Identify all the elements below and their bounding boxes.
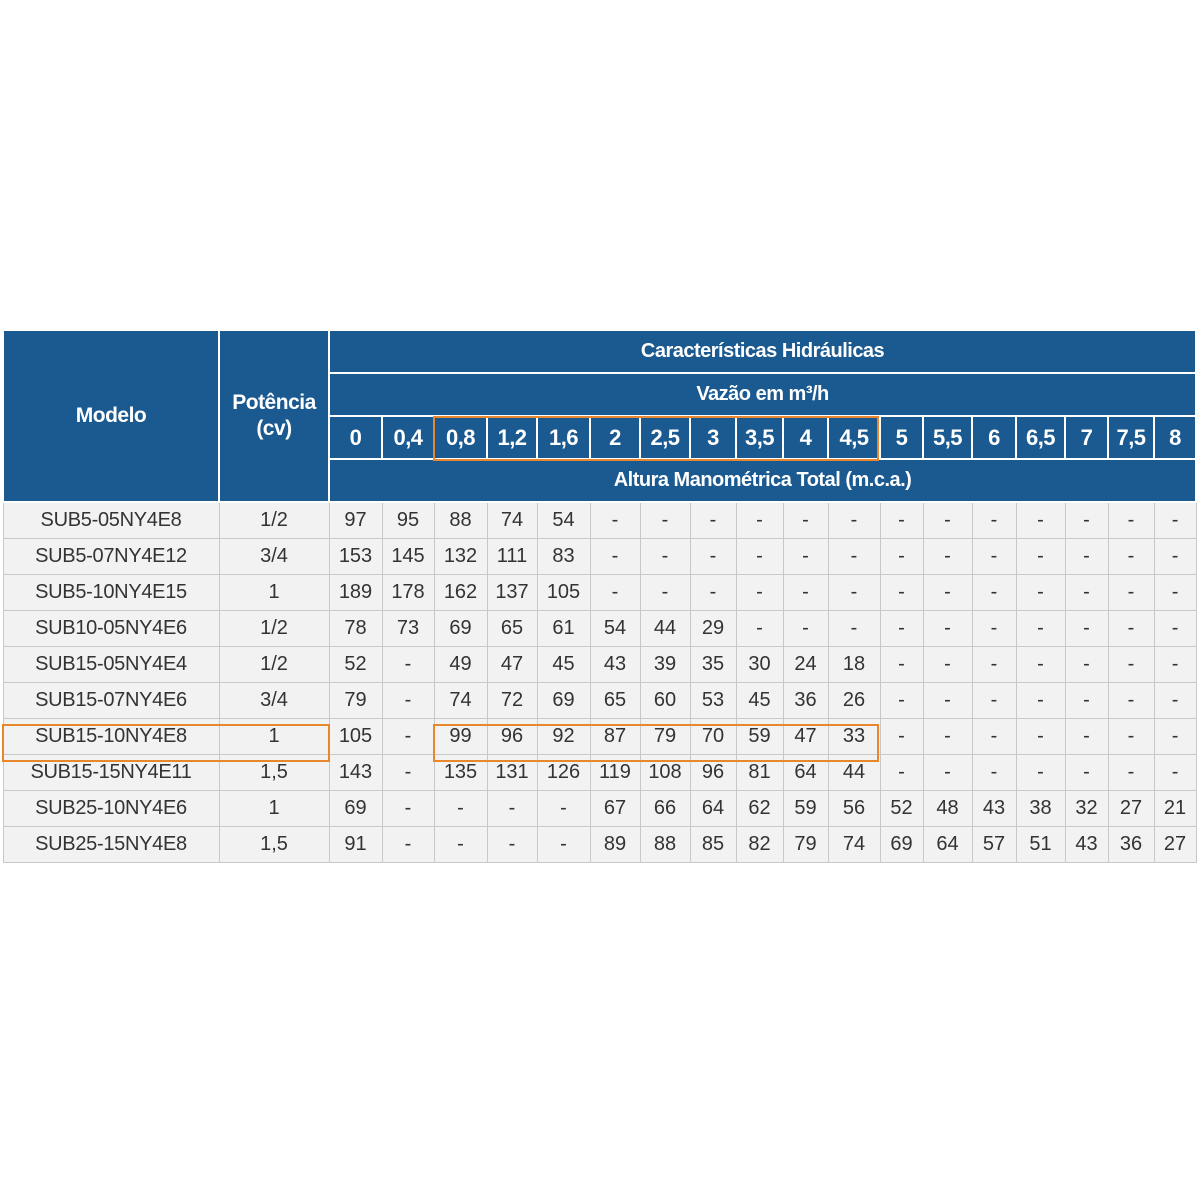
flow-value-header: 0,8	[434, 416, 487, 459]
head-value-cell: -	[1108, 502, 1154, 539]
head-value-cell: -	[923, 719, 972, 755]
head-value-cell: -	[1065, 755, 1108, 791]
head-value-cell: -	[923, 647, 972, 683]
flow-value-header: 0	[329, 416, 382, 459]
header-power	[219, 330, 329, 502]
head-value-cell: 79	[783, 827, 828, 863]
header-total-head: Altura Manométrica Total (m.c.a.)	[329, 459, 1196, 502]
flow-value-header: 1,6	[537, 416, 590, 459]
head-value-cell: -	[1108, 575, 1154, 611]
head-value-cell: -	[972, 755, 1016, 791]
head-value-cell: -	[923, 575, 972, 611]
flow-value-header: 7	[1065, 416, 1108, 459]
head-value-cell: 21	[1154, 791, 1196, 827]
head-value-cell: -	[1154, 647, 1196, 683]
head-value-cell: 108	[640, 755, 690, 791]
table-row	[3, 827, 1196, 863]
head-value-cell: -	[972, 647, 1016, 683]
head-value-cell: -	[382, 755, 434, 791]
head-value-cell: -	[783, 502, 828, 539]
head-value-cell: -	[783, 575, 828, 611]
head-value-cell: -	[1154, 539, 1196, 575]
head-value-cell: -	[1016, 502, 1065, 539]
flow-value-header: 8	[1154, 416, 1196, 459]
head-value-cell: -	[1016, 755, 1065, 791]
table-body	[3, 502, 1196, 863]
head-value-cell: 36	[1108, 827, 1154, 863]
head-value-cell: 88	[434, 502, 487, 539]
head-value-cell: -	[434, 791, 487, 827]
head-value-cell: -	[972, 575, 1016, 611]
head-value-cell: 51	[1016, 827, 1065, 863]
head-value-cell: -	[1154, 755, 1196, 791]
head-value-cell: 89	[590, 827, 640, 863]
head-value-cell: 38	[1016, 791, 1065, 827]
head-value-cell: 145	[382, 539, 434, 575]
head-value-cell: 48	[923, 791, 972, 827]
head-value-cell: 56	[828, 791, 880, 827]
power-cell: 1	[219, 791, 329, 827]
model-cell: SUB5-10NY4E15	[3, 575, 219, 611]
head-value-cell: -	[783, 611, 828, 647]
head-value-cell: 74	[487, 502, 537, 539]
power-cell: 1/2	[219, 647, 329, 683]
head-value-cell: 87	[590, 719, 640, 755]
head-value-cell: -	[1108, 647, 1154, 683]
head-value-cell: 69	[537, 683, 590, 719]
head-value-cell: 62	[736, 791, 783, 827]
head-value-cell: -	[1065, 611, 1108, 647]
head-value-cell: -	[923, 611, 972, 647]
head-value-cell: 189	[329, 575, 382, 611]
model-cell: SUB15-05NY4E4	[3, 647, 219, 683]
head-value-cell: -	[880, 611, 923, 647]
head-value-cell: 74	[434, 683, 487, 719]
head-value-cell: 27	[1108, 791, 1154, 827]
header-hydraulic-characteristics: Características Hidráulicas	[329, 330, 1196, 373]
head-value-cell: -	[880, 647, 923, 683]
head-value-cell: -	[923, 683, 972, 719]
head-value-cell: -	[1154, 683, 1196, 719]
head-value-cell: -	[828, 611, 880, 647]
head-value-cell: 73	[382, 611, 434, 647]
head-value-cell: -	[736, 502, 783, 539]
head-value-cell: -	[1065, 539, 1108, 575]
head-value-cell: -	[972, 539, 1016, 575]
head-value-cell: 97	[329, 502, 382, 539]
power-cell: 1	[219, 719, 329, 755]
head-value-cell: -	[382, 647, 434, 683]
head-value-cell: 105	[329, 719, 382, 755]
head-value-cell: 35	[690, 647, 736, 683]
flow-value-header: 2,5	[640, 416, 690, 459]
head-value-cell: 61	[537, 611, 590, 647]
head-value-cell: 69	[880, 827, 923, 863]
head-value-cell: -	[590, 539, 640, 575]
head-value-cell: 60	[640, 683, 690, 719]
flow-value-header: 1,2	[487, 416, 537, 459]
head-value-cell: -	[640, 539, 690, 575]
head-value-cell: 135	[434, 755, 487, 791]
head-value-cell: 45	[736, 683, 783, 719]
head-value-cell: -	[923, 539, 972, 575]
head-value-cell: 54	[537, 502, 590, 539]
head-value-cell: 137	[487, 575, 537, 611]
flow-value-header: 3	[690, 416, 736, 459]
head-value-cell: 43	[590, 647, 640, 683]
head-value-cell: 178	[382, 575, 434, 611]
head-value-cell: 81	[736, 755, 783, 791]
head-value-cell: -	[1016, 683, 1065, 719]
head-value-cell: 69	[434, 611, 487, 647]
head-value-cell: -	[690, 575, 736, 611]
head-value-cell: 52	[329, 647, 382, 683]
head-value-cell: 65	[487, 611, 537, 647]
head-value-cell: 69	[329, 791, 382, 827]
head-value-cell: -	[828, 575, 880, 611]
head-value-cell: 33	[828, 719, 880, 755]
flow-value-header: 7,5	[1108, 416, 1154, 459]
head-value-cell: 67	[590, 791, 640, 827]
head-value-cell: 79	[329, 683, 382, 719]
power-cell: 1	[219, 575, 329, 611]
model-cell: SUB5-05NY4E8	[3, 502, 219, 539]
head-value-cell: 24	[783, 647, 828, 683]
head-value-cell: -	[880, 683, 923, 719]
head-value-cell: 82	[736, 827, 783, 863]
power-cell: 3/4	[219, 683, 329, 719]
head-value-cell: 64	[783, 755, 828, 791]
header-model: Modelo	[3, 330, 219, 502]
table-row	[3, 791, 1196, 827]
head-value-cell: -	[537, 827, 590, 863]
head-value-cell: 126	[537, 755, 590, 791]
flow-value-header: 5,5	[923, 416, 972, 459]
head-value-cell: 83	[537, 539, 590, 575]
head-value-cell: 54	[590, 611, 640, 647]
table-row	[3, 575, 1196, 611]
head-value-cell: -	[736, 575, 783, 611]
head-value-cell: 44	[828, 755, 880, 791]
head-value-cell: 72	[487, 683, 537, 719]
head-value-cell: -	[487, 827, 537, 863]
head-value-cell: 95	[382, 502, 434, 539]
head-value-cell: 65	[590, 683, 640, 719]
flow-value-header: 2	[590, 416, 640, 459]
head-value-cell: -	[1154, 502, 1196, 539]
model-cell: SUB15-07NY4E6	[3, 683, 219, 719]
head-value-cell: -	[1016, 647, 1065, 683]
head-value-cell: 96	[487, 719, 537, 755]
head-value-cell: 78	[329, 611, 382, 647]
table-row	[3, 539, 1196, 575]
model-cell: SUB25-15NY4E8	[3, 827, 219, 863]
power-cell: 3/4	[219, 539, 329, 575]
head-value-cell: 119	[590, 755, 640, 791]
head-value-cell: 26	[828, 683, 880, 719]
head-value-cell: -	[382, 683, 434, 719]
head-value-cell: -	[923, 502, 972, 539]
head-value-cell: -	[880, 502, 923, 539]
head-value-cell: 153	[329, 539, 382, 575]
head-value-cell: 36	[783, 683, 828, 719]
flow-value-header: 3,5	[736, 416, 783, 459]
head-value-cell: -	[537, 791, 590, 827]
head-value-cell: 105	[537, 575, 590, 611]
table-row	[3, 755, 1196, 791]
head-value-cell: -	[880, 575, 923, 611]
head-value-cell: -	[1108, 611, 1154, 647]
head-value-cell: 131	[487, 755, 537, 791]
head-value-cell: 30	[736, 647, 783, 683]
model-cell: SUB15-10NY4E8	[3, 719, 219, 755]
table-row	[3, 502, 1196, 539]
head-value-cell: 91	[329, 827, 382, 863]
head-value-cell: -	[972, 719, 1016, 755]
head-value-cell: 52	[880, 791, 923, 827]
head-value-cell: 92	[537, 719, 590, 755]
head-value-cell: -	[1016, 719, 1065, 755]
head-value-cell: -	[923, 755, 972, 791]
head-value-cell: -	[382, 827, 434, 863]
header-power-label: Potência	[232, 391, 316, 414]
head-value-cell: -	[1108, 755, 1154, 791]
head-value-cell: -	[690, 502, 736, 539]
head-value-cell: -	[783, 539, 828, 575]
head-value-cell: 49	[434, 647, 487, 683]
power-cell: 1/2	[219, 611, 329, 647]
head-value-cell: -	[382, 719, 434, 755]
head-value-cell: -	[880, 719, 923, 755]
head-value-cell: -	[434, 827, 487, 863]
head-value-cell: 111	[487, 539, 537, 575]
table-row	[3, 647, 1196, 683]
head-value-cell: -	[1108, 719, 1154, 755]
head-value-cell: 132	[434, 539, 487, 575]
head-value-cell: 64	[690, 791, 736, 827]
head-value-cell: -	[1065, 575, 1108, 611]
head-value-cell: -	[1065, 719, 1108, 755]
model-cell: SUB15-15NY4E11	[3, 755, 219, 791]
model-cell: SUB10-05NY4E6	[3, 611, 219, 647]
flow-value-header: 6	[972, 416, 1016, 459]
head-value-cell: 39	[640, 647, 690, 683]
head-value-cell: -	[382, 791, 434, 827]
header-power-unit: (cv)	[256, 417, 292, 440]
head-value-cell: 85	[690, 827, 736, 863]
head-value-cell: 43	[972, 791, 1016, 827]
head-value-cell: 57	[972, 827, 1016, 863]
head-value-cell: -	[1154, 611, 1196, 647]
head-value-cell: -	[1108, 539, 1154, 575]
power-cell: 1/2	[219, 502, 329, 539]
head-value-cell: -	[1016, 539, 1065, 575]
head-value-cell: 143	[329, 755, 382, 791]
head-value-cell: -	[736, 539, 783, 575]
head-value-cell: 162	[434, 575, 487, 611]
head-value-cell: -	[972, 502, 1016, 539]
head-value-cell: -	[640, 502, 690, 539]
head-value-cell: 18	[828, 647, 880, 683]
head-value-cell: 59	[736, 719, 783, 755]
head-value-cell: -	[1065, 502, 1108, 539]
head-value-cell: 74	[828, 827, 880, 863]
head-value-cell: -	[590, 575, 640, 611]
head-value-cell: -	[1016, 611, 1065, 647]
head-value-cell: 47	[487, 647, 537, 683]
model-cell: SUB5-07NY4E12	[3, 539, 219, 575]
flow-value-header: 0,4	[382, 416, 434, 459]
head-value-cell: -	[880, 539, 923, 575]
power-cell: 1,5	[219, 755, 329, 791]
flow-value-header: 5	[880, 416, 923, 459]
head-value-cell: -	[1154, 719, 1196, 755]
head-value-cell: -	[880, 755, 923, 791]
model-cell: SUB25-10NY4E6	[3, 791, 219, 827]
head-value-cell: 79	[640, 719, 690, 755]
table-row	[3, 683, 1196, 719]
flow-value-header: 4,5	[828, 416, 880, 459]
head-value-cell: 96	[690, 755, 736, 791]
head-value-cell: 29	[690, 611, 736, 647]
head-value-cell: 66	[640, 791, 690, 827]
head-value-cell: 45	[537, 647, 590, 683]
head-value-cell: -	[972, 611, 1016, 647]
head-value-cell: -	[1065, 647, 1108, 683]
head-value-cell: 27	[1154, 827, 1196, 863]
head-value-cell: -	[828, 539, 880, 575]
head-value-cell: 53	[690, 683, 736, 719]
head-value-cell: 64	[923, 827, 972, 863]
table-row	[3, 719, 1196, 755]
head-value-cell: -	[590, 502, 640, 539]
flow-value-header: 4	[783, 416, 828, 459]
head-value-cell: -	[690, 539, 736, 575]
head-value-cell: -	[487, 791, 537, 827]
power-cell: 1,5	[219, 827, 329, 863]
head-value-cell: -	[1016, 575, 1065, 611]
header-flow-rate: Vazão em m³/h	[329, 373, 1196, 416]
head-value-cell: 99	[434, 719, 487, 755]
head-value-cell: 44	[640, 611, 690, 647]
head-value-cell: 59	[783, 791, 828, 827]
head-value-cell: -	[828, 502, 880, 539]
head-value-cell: -	[640, 575, 690, 611]
head-value-cell: 32	[1065, 791, 1108, 827]
head-value-cell: -	[972, 683, 1016, 719]
pump-spec-table	[2, 329, 1197, 863]
table-row	[3, 611, 1196, 647]
head-value-cell: 70	[690, 719, 736, 755]
head-value-cell: -	[1154, 575, 1196, 611]
head-value-cell: 43	[1065, 827, 1108, 863]
head-value-cell: 47	[783, 719, 828, 755]
head-value-cell: -	[1108, 683, 1154, 719]
flow-value-header: 6,5	[1016, 416, 1065, 459]
head-value-cell: -	[1065, 683, 1108, 719]
head-value-cell: -	[736, 611, 783, 647]
head-value-cell: 88	[640, 827, 690, 863]
